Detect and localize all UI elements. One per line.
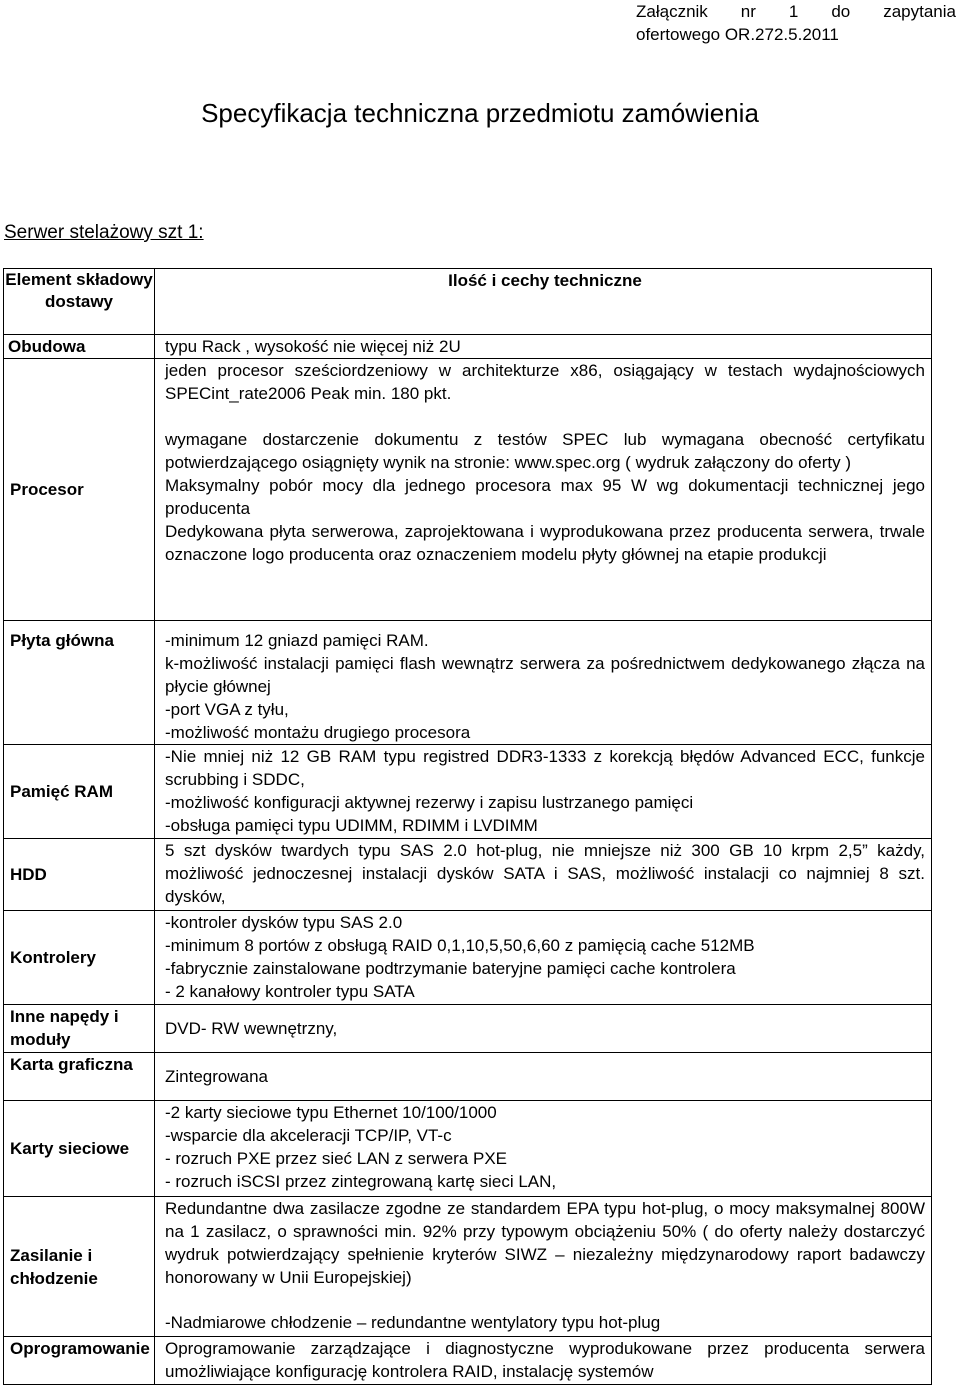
row-value [155, 359, 932, 621]
value-line: -2 karty sieciowe typu Ethernet 10/100/1000 [165, 1103, 497, 1122]
value-line: -możliwość konfiguracji aktywnej rezerwy i zapisu lustrzanego pamięci [165, 793, 694, 812]
table-row [4, 335, 932, 359]
table-header-row [4, 269, 932, 335]
row-value [155, 839, 932, 911]
row-label: Oprogramowanie [4, 1337, 155, 1385]
value-line: k-możliwość instalacji pamięci flash wewnątrz serwera za pośrednictwem dedykowanego złącza na płycie głównej [165, 654, 925, 696]
spec-table [3, 268, 932, 1385]
row-value [155, 1197, 932, 1337]
row-value [155, 745, 932, 839]
row-value [155, 1053, 932, 1101]
value-line: 5 szt dysków twardych typu SAS 2.0 hot-plug, nie mniejsze niż 300 GB 10 krpm 2,5” każdy, możliwość jednoczesnej instalacji dysków SATA i SAS, możliwość instalacji co najmniej 8 szt. dysków, [165, 841, 925, 906]
header-label-cell: Element składowy dostawy [4, 269, 155, 335]
value-line: -kontroler dysków typu SAS 2.0 [165, 913, 403, 932]
value-line: -Nadmiarowe chłodzenie – redundantne wentylatory typu hot-plug [165, 1313, 661, 1332]
table-row [4, 359, 932, 621]
row-value [155, 1005, 932, 1053]
value-line: Maksymalny pobór mocy dla jednego procesora max 95 W wg dokumentacji technicznej jego producenta [165, 476, 925, 518]
value-line: -wsparcie dla akceleracji TCP/IP, VT-c [165, 1126, 452, 1145]
row-value [155, 621, 932, 745]
value-line: -możliwość montażu drugiego procesora [165, 723, 471, 742]
row-label: HDD [4, 839, 155, 911]
value-line: -minimum 8 portów z obsługą RAID 0,1,10,5,50,6,60 z pamięcią cache 512MB [165, 936, 755, 955]
attachment-note-line2: ofertowego OR.272.5.2011 [636, 25, 839, 44]
value-line: - rozruch iSCSI przez zintegrowaną kartę sieci LAN, [165, 1172, 557, 1191]
row-label: Pamięć RAM [4, 745, 155, 839]
table-row [4, 839, 932, 911]
table-row [4, 1005, 932, 1053]
value-line: wymagane dostarczenie dokumentu z testów SPEC lub wymagana obecność certyfikatu potwierdzającego osiągnięty wynik na stronie: www.spec.org ( wydruk załączony do oferty ) [165, 430, 925, 472]
table-row [4, 1197, 932, 1337]
row-label: Zasilanie i chłodzenie [4, 1197, 155, 1337]
table-row [4, 911, 932, 1005]
table-row [4, 1101, 932, 1197]
value-line: Dedykowana płyta serwerowa, zaprojektowana i wyprodukowana przez producenta serwera, trwale oznaczone logo producenta oraz oznaczeniem modelu płyty głównej na etapie produkcji [165, 522, 925, 564]
table-row [4, 1337, 932, 1385]
value-line: DVD- RW wewnętrzny, [165, 1019, 338, 1038]
value-line: -port VGA z tyłu, [165, 700, 289, 719]
row-label: Płyta główna [4, 621, 155, 745]
row-value [155, 335, 932, 359]
table-row [4, 621, 932, 745]
table-row [4, 745, 932, 839]
row-label: Obudowa [4, 335, 155, 359]
value-line: - 2 kanałowy kontroler typu SATA [165, 982, 415, 1001]
row-label: Karta graficzna [4, 1053, 155, 1101]
header-value-cell: Ilość i cechy techniczne [155, 269, 932, 335]
value-line: Zintegrowana [165, 1067, 269, 1086]
value-line: jeden procesor sześciordzeniowy w architekturze x86, osiągający w testach wydajnościowych SPECint_rate2006 Peak min. 180 pkt. [165, 361, 925, 403]
value-line: - rozruch PXE przez sieć LAN z serwera PXE [165, 1149, 508, 1168]
document-title: Specyfikacja techniczna przedmiotu zamówienia [201, 98, 759, 128]
attachment-note-line1: Załącznik nr 1 do zapytania [636, 2, 956, 21]
row-value [155, 911, 932, 1005]
attachment-note [636, 0, 956, 46]
row-value [155, 1337, 932, 1385]
value-line: -Nie mniej niż 12 GB RAM typu registred DDR3-1333 z korekcją błędów Advanced ECC, funkcje scrubbing i SDDC, [165, 747, 925, 789]
value-line: typu Rack , wysokość nie więcej niż 2U [165, 337, 461, 356]
value-line: -fabrycznie zainstalowane podtrzymanie bateryjne pamięci cache kontrolera [165, 959, 736, 978]
row-label: Procesor [4, 359, 155, 621]
value-line: -obsługa pamięci typu UDIMM, RDIMM i LVDIMM [165, 816, 538, 835]
table-row [4, 1053, 932, 1101]
section-subtitle: Serwer stelażowy szt 1: [4, 222, 204, 243]
row-label: Karty sieciowe [4, 1101, 155, 1197]
value-line: Oprogramowanie zarządzające i diagnostyczne wyprodukowane przez producenta serwera umożliwiające konfigurację kontrolera RAID, instalację systemów [165, 1339, 925, 1381]
row-label: Kontrolery [4, 911, 155, 1005]
row-value [155, 1101, 932, 1197]
row-label: Inne napędy i moduły [4, 1005, 155, 1053]
value-line: -minimum 12 gniazd pamięci RAM. [165, 631, 429, 650]
value-line: Redundantne dwa zasilacze zgodne ze standardem EPA typu hot-plug, o mocy maksymalnej 800W na 1 zasilacz, o sprawności min. 92% przy typowym obciążeniu 50% ( do oferty należy dostarczyć wydruk potwierdzający spełnienie kryterów SIWZ – niezależny międzynarodowy raport badawczy honorowany w Unii Europejskiej) [165, 1199, 925, 1287]
